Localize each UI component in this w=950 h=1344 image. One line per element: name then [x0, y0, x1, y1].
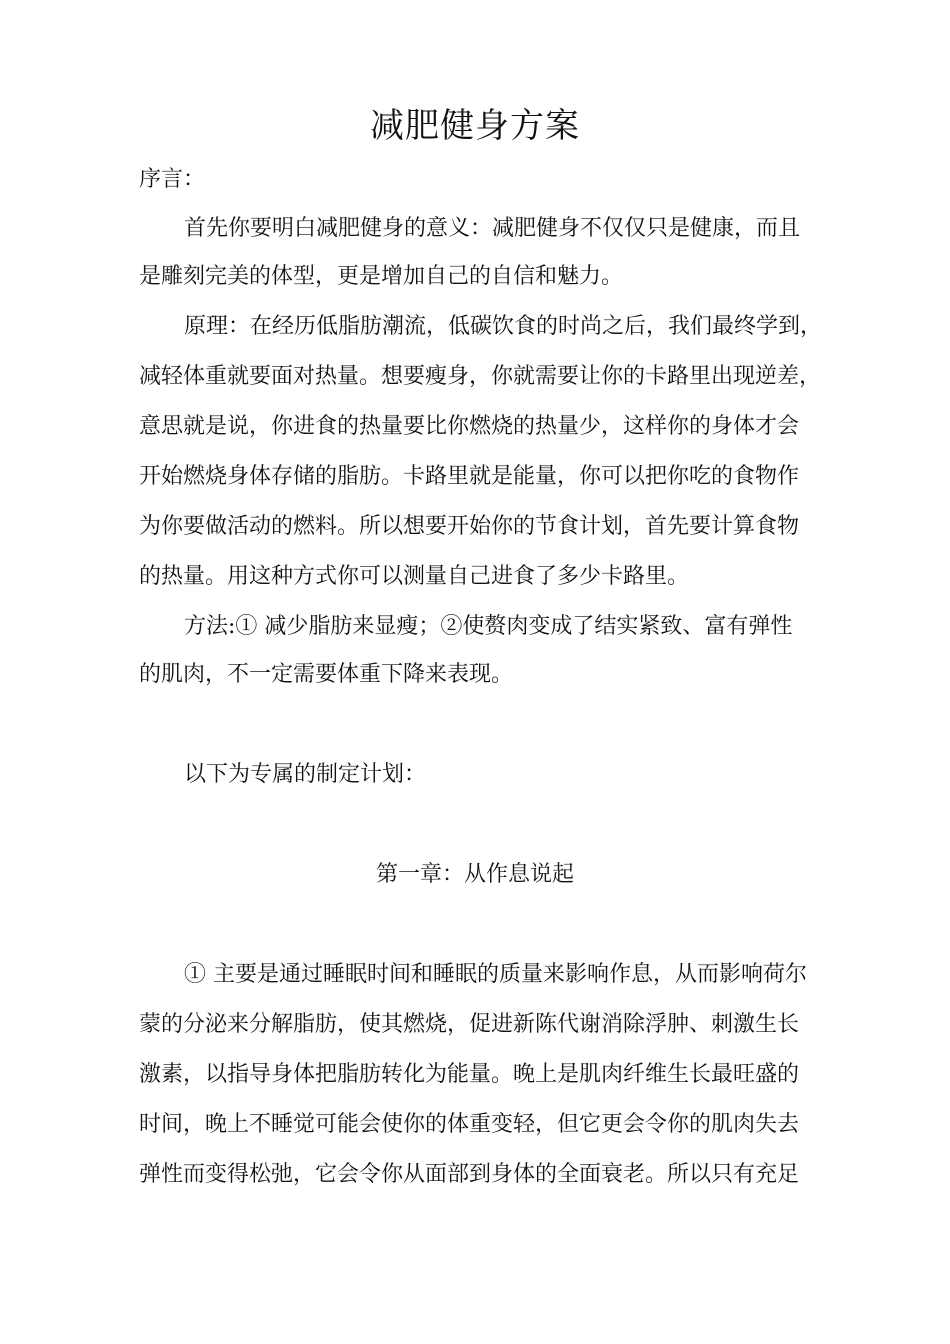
principle-line-6: 的热量。用这种方式你可以测量自己进食了多少卡路里。: [139, 564, 690, 589]
principle-line-5: 为你要做活动的燃料。所以想要开始你的节食计划，首先要计算食物: [139, 514, 800, 539]
principle-line-1: 原理：在经历低脂肪潮流，低碳饮食的时尚之后，我们最终学到，: [184, 314, 823, 339]
chapter-1-line-1: ① 主要是通过睡眠时间和睡眠的质量来影响作息，从而影响荷尔: [184, 962, 807, 987]
chapter-1-line-5: 弹性而变得松弛，它会令你从面部到身体的全面衰老。所以只有充足: [139, 1162, 800, 1187]
chapter-1-line-3: 激素，以指导身体把脂肪转化为能量。晚上是肌肉纤维生长最旺盛的: [139, 1062, 800, 1087]
principle-line-3: 意思就是说，你进食的热量要比你燃烧的热量少，这样你的身体才会: [139, 414, 800, 439]
principle-line-4: 开始燃烧身体存储的脂肪。卡路里就是能量，你可以把你吃的食物作: [139, 464, 800, 489]
intro-line-1: 首先你要明白减肥健身的意义：减肥健身不仅仅只是健康，而且: [184, 216, 801, 241]
method-line-1: 方法:① 减少脂肪来显瘦；②使赘肉变成了结实紧致、富有弹性: [184, 614, 793, 639]
principle-line-2: 减轻体重就要面对热量。想要瘦身，你就需要让你的卡路里出现逆差，: [139, 364, 822, 389]
document-title: 减肥健身方案: [370, 106, 580, 146]
method-line-2: 的肌肉，不一定需要体重下降来表现。: [139, 662, 514, 687]
preface-label: 序言：: [139, 167, 206, 192]
chapter-1-title: 第一章：从作息说起: [375, 862, 574, 887]
chapter-1-line-4: 时间，晚上不睡觉可能会使你的体重变轻，但它更会令你的肌肉失去: [139, 1112, 800, 1137]
intro-line-2: 是雕刻完美的体型，更是增加自己的自信和魅力。: [139, 264, 624, 289]
chapter-1-line-2: 蒙的分泌来分解脂肪，使其燃烧，促进新陈代谢消除浮肿、刺激生长: [139, 1012, 800, 1037]
plan-intro: 以下为专属的制定计划：: [184, 762, 427, 787]
